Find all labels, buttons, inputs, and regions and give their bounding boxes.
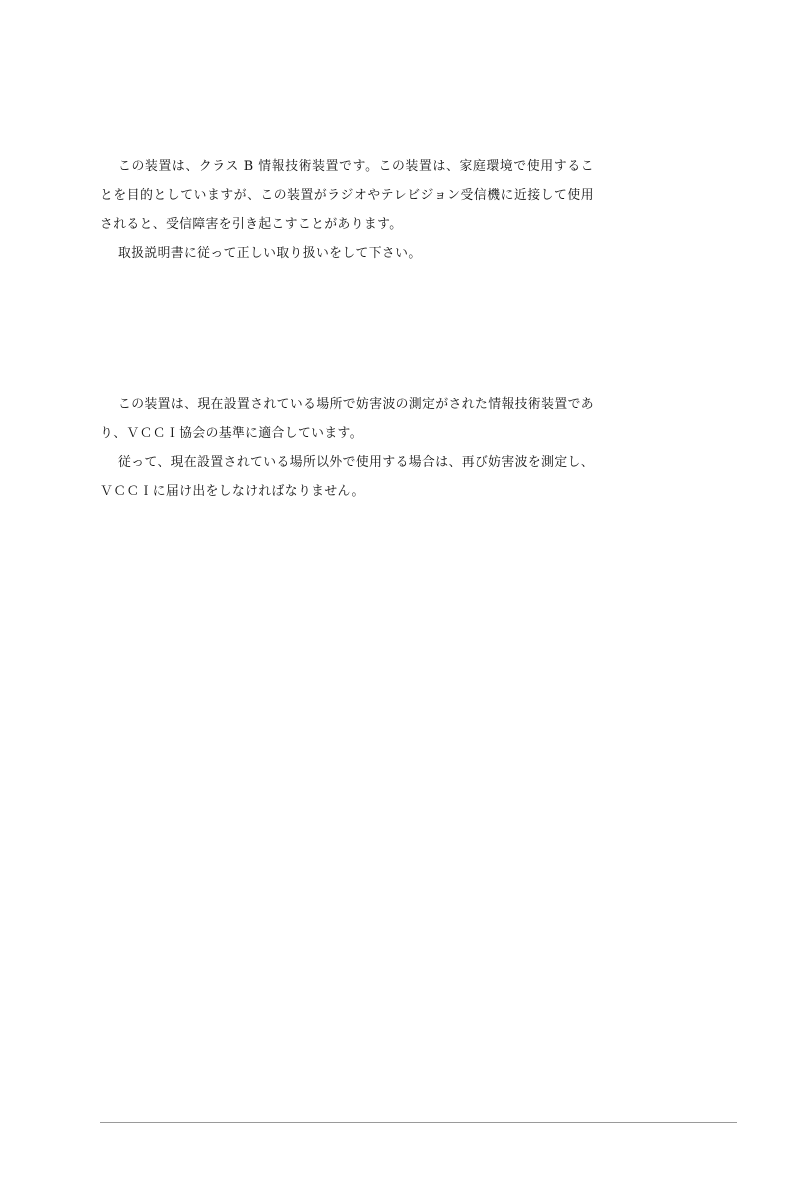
vcci-class-b-notice-block [100,152,594,268]
vcci-installation-paragraph-1: この装置は、現在設置されている場所で妨害波の測定がされた情報技術装置であり、ＶＣＣＩ協会の基準に適合しています。 [100,397,594,441]
vcci-installation-paragraph-2: 従って、現在設置されている場所以外で使用する場合は、再び妨害波を測定し、ＶＣＣＩに届け出をしなければなりません。 [100,455,594,499]
vcci-class-b-paragraph-1: この装置は、クラス B 情報技術装置です。この装置は、家庭環境で使用することを目的としていますが、この装置がラジオやテレビジョン受信機に近接して使用されると、受信障害を引き起こすことがあります。 [100,159,594,232]
vcci-class-b-paragraph-2: 取扱説明書に従って正しい取り扱いをして下さい。 [118,246,422,261]
vcci-installation-notice-block [100,390,594,506]
footer-divider [100,1122,737,1123]
